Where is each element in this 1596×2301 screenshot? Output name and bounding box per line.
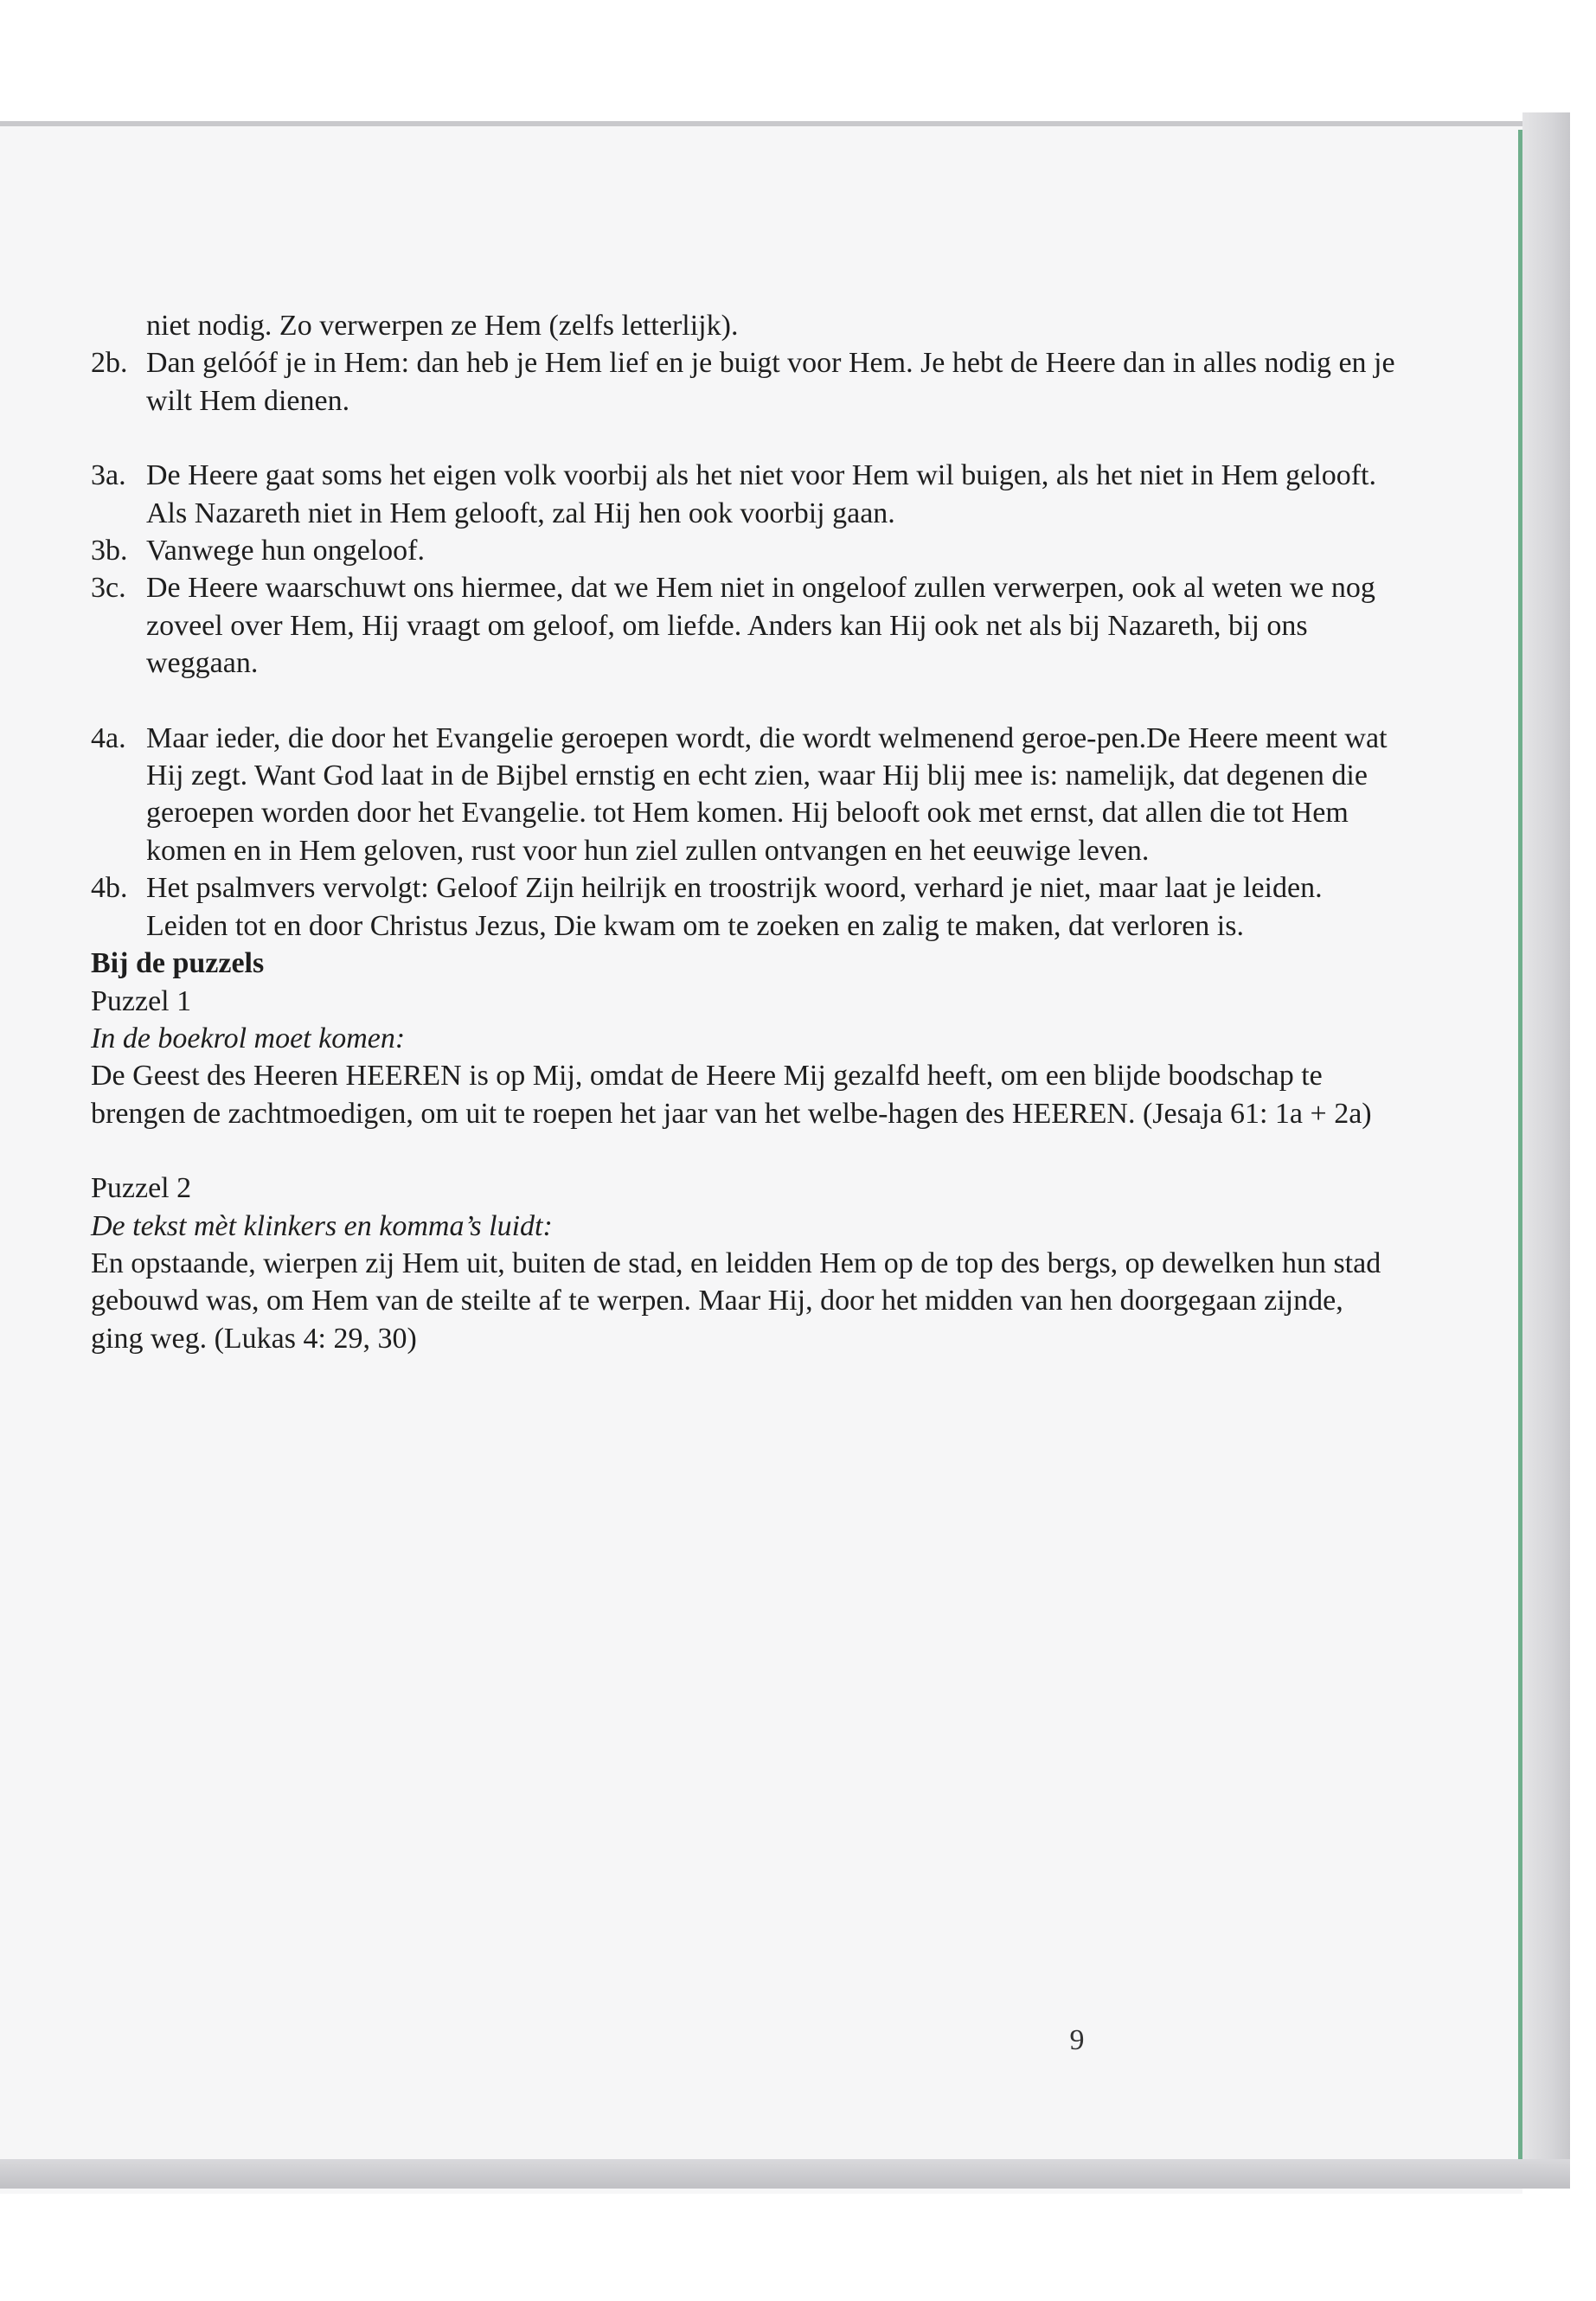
puzzel-1-text: De Geest des Heeren HEEREN is op Mij, omdat de Heere Mij gezalfd heeft, om een blijde boodschap te brengen de zachtmoedigen, om uit te roepen het jaar van het welbe-hagen des HEEREN. (Jesaja 61: 1a + 2a)	[91, 1060, 1372, 1130]
answer-text: Het psalmvers vervolgt: Geloof Zijn heilrijk en troostrijk woord, verhard je niet, maar laat je leiden. Leiden tot en door Christus Jezus, Die kwam om te zoeken en zalig te maken, dat verloren is.	[146, 872, 1323, 942]
answer-text: Vanwege hun ongeloof.	[146, 535, 425, 567]
puzzel-2-title: Puzzel 2	[91, 1172, 192, 1205]
puzzel-2-intro: De tekst mèt klinkers en komma’s luidt:	[91, 1209, 553, 1242]
answer-text: niet nodig. Zo verwerpen ze Hem (zelfs letterlijk).	[146, 310, 739, 342]
puzzel-2-text: En opstaande, wierpen zij Hem uit, buiten de stad, en leidden Hem op de top des bergs, op dewelken hun stad gebouwd was, om Hem van de steilte af te werpen. Maar Hij, door het midden van hen doorgegaan zijnde, ging weg. (Lukas 4: 29, 30)	[91, 1247, 1381, 1355]
answer-text: De Heere gaat soms het eigen volk voorbij als het niet voor Hem wil buigen, als het niet in Hem gelooft. Als Nazareth niet in Hem gelooft, zal Hij hen ook voorbij gaan.	[146, 459, 1376, 529]
puzzel-1-intro: In de boekrol moet komen:	[91, 1022, 406, 1054]
answer-item	[91, 307, 1397, 344]
answer-text: De Heere waarschuwt ons hiermee, dat we Hem niet in ongeloof zullen verwerpen, ook al weten we nog zoveel over Hem, Hij vraagt om geloof, om liefde. Anders kan Hij ook net als bij Nazareth, bij ons weggaan.	[146, 572, 1375, 680]
answer-item	[91, 869, 1397, 945]
answer-text: Maar ieder, die door het Evangelie geroepen wordt, die wordt welmenend geroe-pen.De Heere meent wat Hij zegt. Want God laat in de Bijbel ernstig en echt zien, waar Hij blij mee is: namelijk, dat degenen die geroepen worden door het Evangelie. tot Hem komen. Hij belooft ook met ernst, dat allen die tot Hem komen en in Hem geloven, rust voor hun ziel zullen ontvangen en het eeuwige leven.	[146, 721, 1388, 867]
answer-text: Dan gelóóf je in Hem: dan heb je Hem lief en je buigt voor Hem. Je hebt de Heere dan in alles nodig en je wilt Hem dienen.	[146, 347, 1395, 417]
page-number: 9	[1069, 2024, 1085, 2056]
answer-number: 4a.	[91, 721, 126, 754]
spacer	[91, 1132, 1397, 1170]
answer-item	[91, 532, 1397, 569]
answer-item	[91, 457, 1397, 532]
answer-number: 4b.	[91, 872, 128, 905]
answer-number: 3a.	[91, 459, 126, 492]
page-edge	[1522, 112, 1570, 2189]
spacer	[91, 683, 1397, 720]
answer-number: 3b.	[91, 535, 128, 567]
answer-number	[91, 307, 146, 344]
answer-number: 3c.	[91, 572, 126, 605]
puzzel-1-title: Puzzel 1	[91, 984, 192, 1017]
spacer	[91, 420, 1397, 457]
answer-number: 2b.	[91, 347, 128, 380]
answer-item	[91, 569, 1397, 682]
answer-item	[91, 720, 1397, 870]
answer-item	[91, 344, 1397, 420]
puzzles-heading: Bij de puzzels	[91, 947, 265, 980]
page-bottom-edge	[0, 2159, 1570, 2189]
page-content	[91, 307, 1397, 1357]
